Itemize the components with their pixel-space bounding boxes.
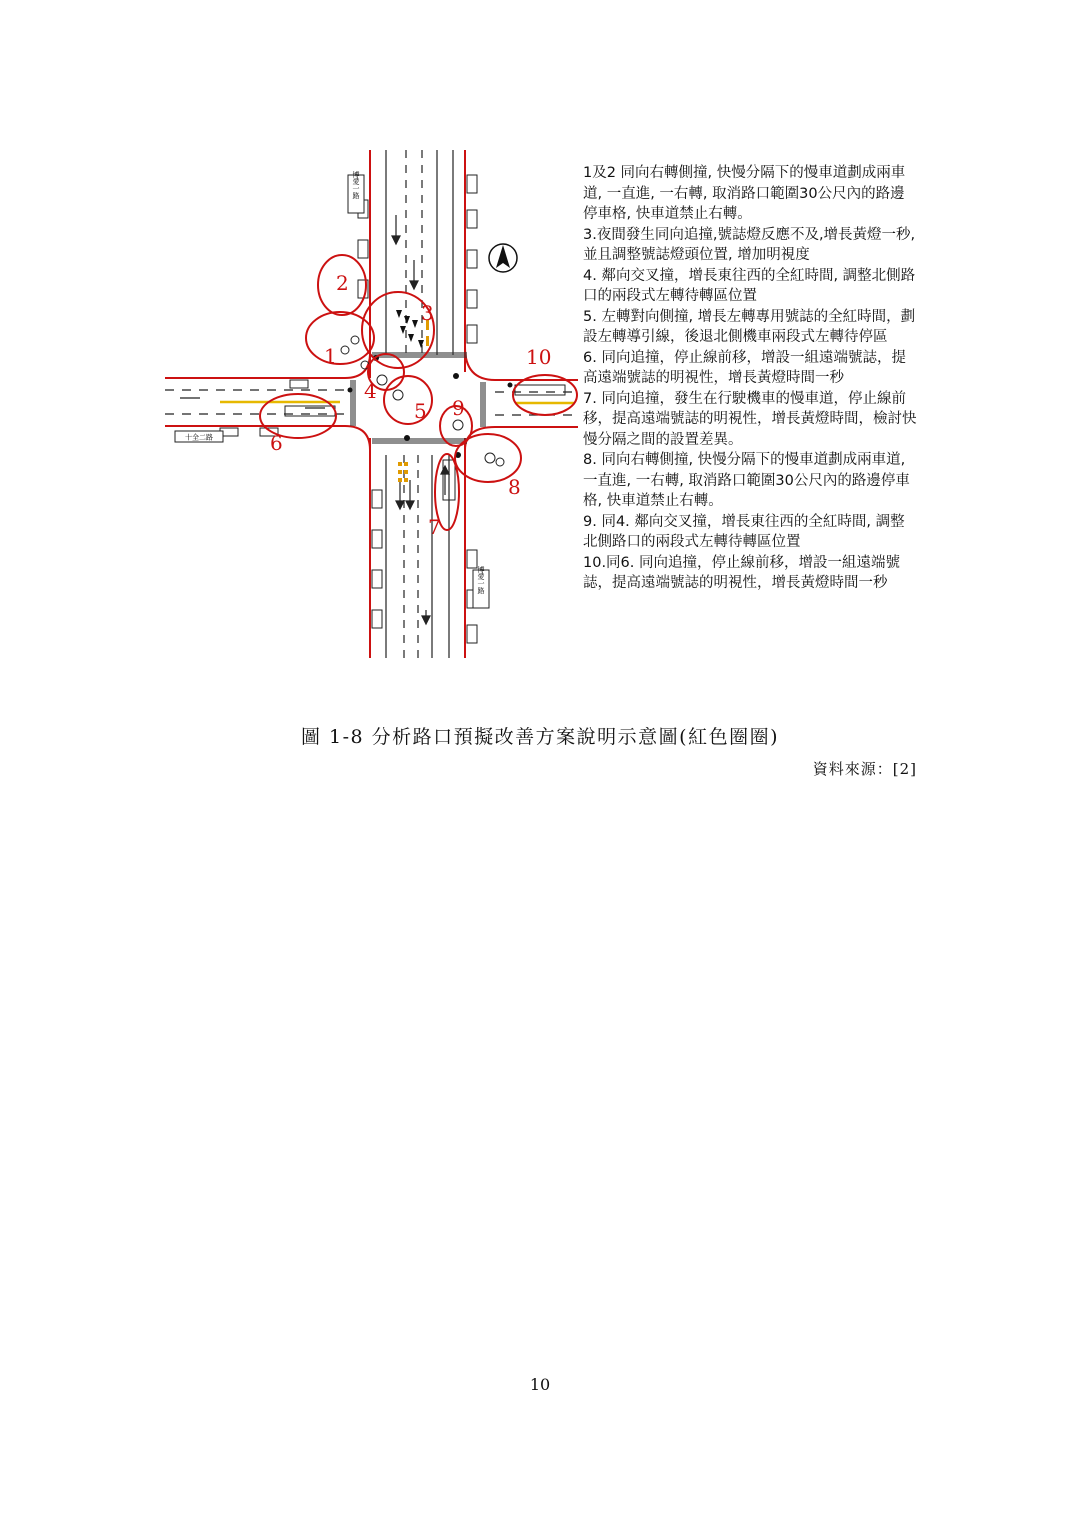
note-1-2: 1及2 同向右轉側撞, 快慢分隔下的慢車道劃成兩車道, 一直進, 一右轉, 取消路口範圍30公尺內的路邊停車格, 快車道禁止右轉。 (583, 165, 906, 222)
circle-label-8: 8 (508, 475, 521, 499)
circle-number-labels (270, 271, 551, 539)
road-label-top: 博愛一路 (352, 171, 360, 199)
note-9: 9. 同4. 鄰向交叉撞，增長東往西的全紅時間, 調整北側路口的兩段式左轉待轉區位置 (583, 513, 905, 550)
intersection-diagram (160, 140, 580, 670)
improvement-notes (583, 163, 918, 594)
circle-label-9: 9 (452, 396, 465, 420)
circle-label-10: 10 (526, 345, 552, 369)
intersection-svg (160, 140, 580, 670)
road-label-bottom: 博愛一路 (477, 566, 485, 594)
page-number: 10 (529, 1375, 551, 1394)
street-sign-ew (175, 431, 223, 442)
note-4: 4. 鄰向交叉撞，增長東往西的全紅時間, 調整北側路口的兩段式左轉待轉區位置 (583, 267, 916, 304)
circle-label-3: 3 (421, 301, 434, 325)
circle-label-2: 2 (336, 271, 349, 295)
note-8: 8. 同向右轉側撞, 快慢分隔下的慢車道劃成兩車道, 一直進, 一右轉, 取消路口範圍30公尺內的路邊停車格, 快車道禁止右轉。 (583, 452, 910, 509)
street-sign-ns-bottom (473, 565, 489, 608)
note-10: 10.同6. 同向追撞，停止線前移，增設一組遠端號誌，提高遠端號誌的明視性，增長黃燈時間一秒 (583, 554, 901, 591)
parking-boxes (220, 175, 477, 643)
circle-label-5: 5 (414, 399, 427, 423)
note-3: 3.夜間發生同向追撞,號誌燈反應不及,增長黃燈一秒,並且調整號誌燈頭位置, 增加明視度 (583, 226, 916, 263)
lane-arrows (180, 215, 449, 624)
note-7: 7. 同向追撞，發生在行駛機車的慢車道，停止線前移，提高遠端號誌的明視性，增長黃燈時間，檢討快慢分隔之間的設置差異。 (583, 390, 917, 448)
street-sign-ns-top (348, 170, 364, 213)
source-citation: 資料來源：[2] (812, 760, 917, 778)
road-label-ew: 十全二路 (185, 433, 213, 442)
centre-line-yellow (220, 402, 575, 403)
note-5: 5. 左轉對向側撞, 增長左轉專用號誌的全紅時間，劃設左轉導引線，後退北側機車兩段式左轉待停區 (583, 308, 916, 345)
note-6: 6. 同向追撞，停止線前移，增設一組遠端號誌，提高遠端號誌的明視性，增長黃燈時間一秒 (583, 349, 906, 386)
circle-label-6: 6 (270, 431, 283, 455)
circle-label-4: 4 (364, 379, 377, 403)
circle-label-1: 1 (324, 344, 337, 368)
circle-label-7: 7 (428, 515, 441, 539)
figure-caption: 圖 1-8 分析路口預擬改善方案說明示意圖(紅色圈圈) (300, 726, 779, 748)
north-arrow-icon (489, 244, 517, 272)
